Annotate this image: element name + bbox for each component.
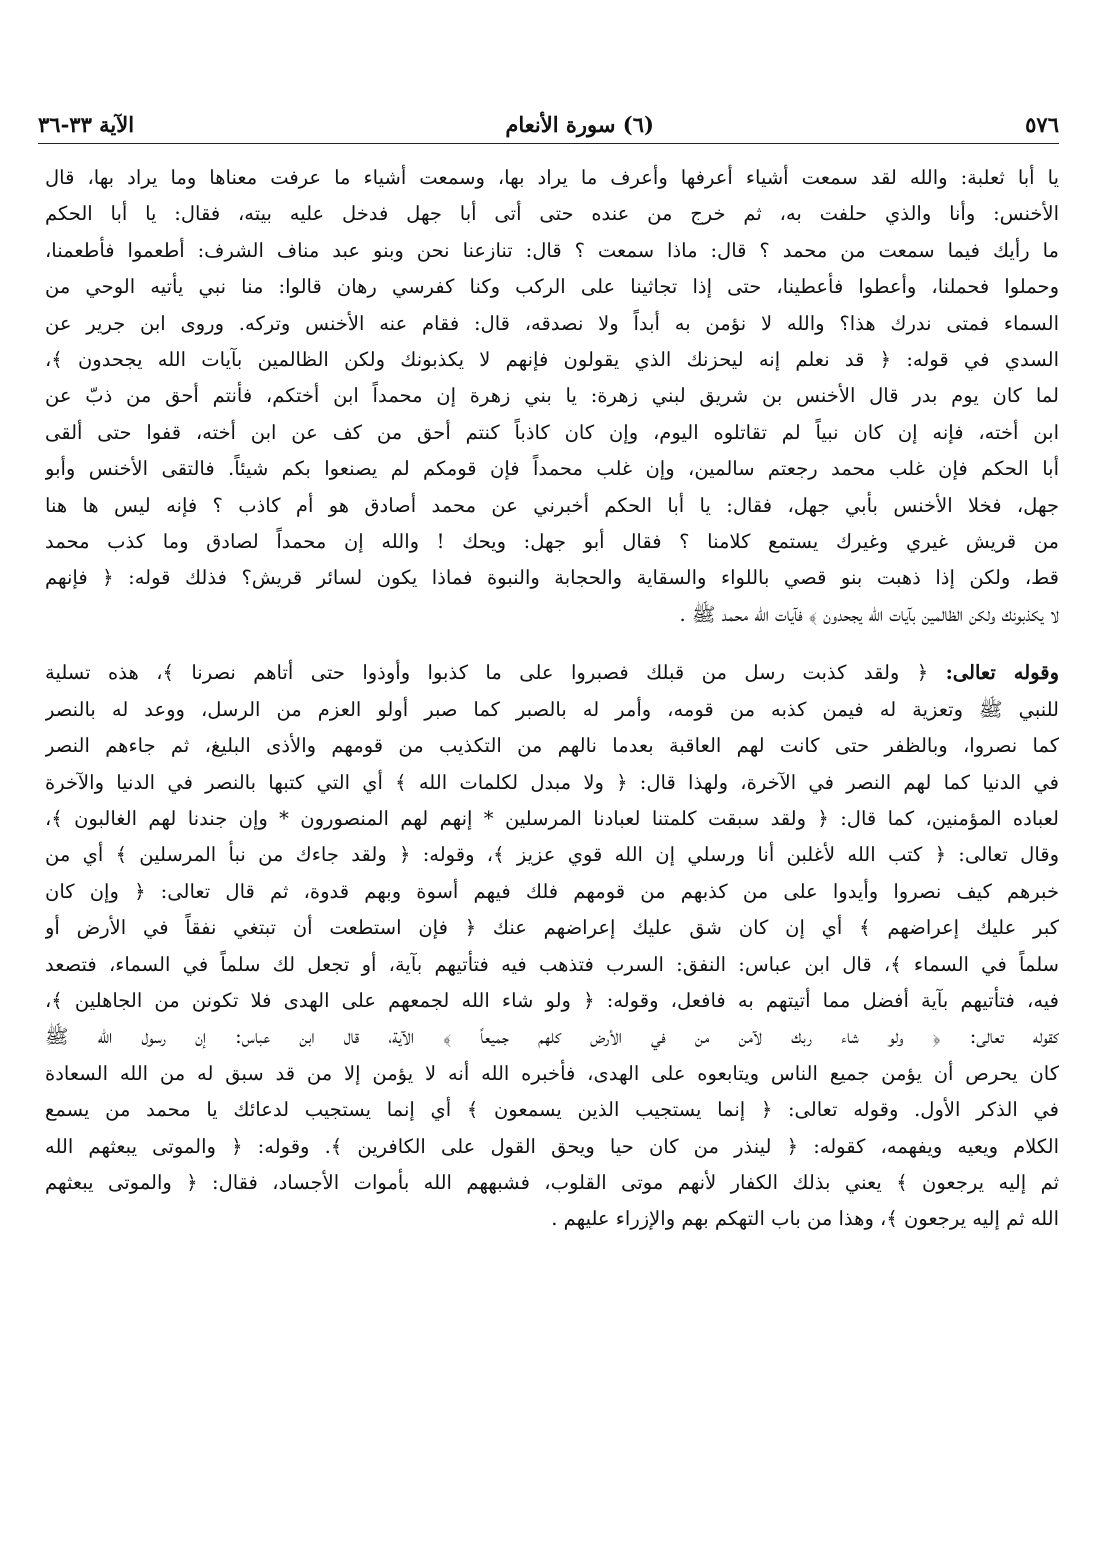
page-number: ٥٧٦ xyxy=(1025,112,1059,137)
text-line: في الدنيا كما لهم النصر في الآخرة، ولهذا قال: ﴿ ولا مبدل لكلمات الله ﴾ أي التي كتبها بالنصر في الدنيا والآخرة xyxy=(45,770,1059,794)
running-header xyxy=(38,112,1059,144)
paragraph-lead: وقوله تعالى: xyxy=(945,661,1059,685)
text-line: أبا الحكم فإن غلب محمد رجعتم سالمين، وإن غلب محمداً فإن قومكم لم يصنعوا بكم شيئاً. فالتقى الأخنس وأبو xyxy=(45,457,1059,481)
text-line: ابن أخته، فإنه إن كان نبياً لم تقاتلوه اليوم، وإن كان كاذباً كنتم أحق من كف عن ابن أخته، قفوا حتى ألقى xyxy=(45,420,1059,444)
body-text xyxy=(45,160,1059,1238)
text-line: وحملوا فحملنا، وأعطوا فأعطينا، حتى إذا تجاثينا على الركب وكنا كفرسي رهان قالوا: منا نبي يأتيه الوحي من xyxy=(45,275,1059,299)
text-line: ثم إليه يرجعون ﴾ يعني بذلك الكفار لأنهم موتى القلوب، فشبههم الله بأموات الأجساد، فقال: ﴿ والموتى يبعثهم xyxy=(45,1170,1059,1194)
paragraph-2 xyxy=(45,655,1059,1238)
text-line: في الذكر الأول. وقوله تعالى: ﴿ إنما يستجيب الذين يسمعون ﴾ أي إنما يستجيب لدعائك يا محمد من يسمع xyxy=(45,1098,1059,1122)
text-line: قط، ولكن إذا ذهبت بنو قصي باللواء والسقاية والحجابة والنبوة فماذا يكون لسائر قريش؟ فذلك قوله: ﴿ فإنهم xyxy=(45,566,1059,590)
text-line: كبر عليك إعراضهم ﴾ أي إن كان شق عليك إعراضهم عنك ﴿ فإن استطعت أن تبتغي نفقاً في الأرض أو xyxy=(45,916,1059,940)
text-line: وقال تعالى: ﴿ كتب الله لأغلبن أنا ورسلي إن الله قوي عزيز ﴾، وقوله: ﴿ ولقد جاءك من نبأ المرسلين ﴾ أي من xyxy=(45,843,1059,867)
text-line: الكلام ويعيه ويفهمه، كقوله: ﴿ لينذر من كان حيا ويحق القول على الكافرين ﴾. وقوله: ﴿ والموتى يبعثهم الله xyxy=(45,1134,1059,1158)
text-line: كان يحرص أن يؤمن جميع الناس ويتابعوه على الهدى، فأخبره الله أنه لا يؤمن إلا من قد سبق له من الله السعادة xyxy=(45,1061,1059,1085)
text-line: كقوله تعالى: ﴿ ولو شاء ربك لآمن من في الأرض كلهم جميعاً ﴾ الآية، قال ابن عباس: إن رسول الله ﷺ xyxy=(45,1025,1059,1049)
text-line: جهل، فخلا الأخنس بأبي جهل، فقال: يا أبا الحكم أخبرني عن محمد أصادق هو أم كاذب ؟ فإنه ليس ها هنا xyxy=(45,493,1059,517)
paragraph-1 xyxy=(45,160,1059,633)
paragraph-lead-rest: ﴿ ولقد كذبت رسل من قبلك فصبروا على ما كذبوا وأوذوا حتى أتاهم نصرنا ﴾، هذه تسلية xyxy=(45,661,929,685)
text-line: الله ثم إليه يرجعون ﴾، وهذا من باب التهكم بهم والإزراء عليهم . xyxy=(551,1207,1059,1231)
text-line: لعباده المؤمنين، كما قال: ﴿ ولقد سبقت كلمتنا لعبادنا المرسلين * إنهم لهم المنصورون * وإن جندنا لهم الغالبون ﴾، xyxy=(45,806,1059,830)
text-line: لا يكذبونك ولكن الظالمين بآيات الله يجحدون ﴾ فآيات الله محمد ﷺ . xyxy=(679,602,1059,626)
text-line: للنبي ﷺ وتعزية له فيمن كذبه من قومه، وأمر له بالصبر كما صبر أولو العزم من الرسل، ووعد له بالنصر xyxy=(45,697,1059,721)
surah-title: (٦) سورة الأنعام xyxy=(505,112,654,137)
text-line: الأخنس: وأنا والذي حلفت به، ثم خرج من عنده حتى أتى أبا جهل فدخل عليه بيته، فقال: يا أبا الحكم xyxy=(45,202,1059,226)
verse-range: الآية ٣٣-٣٦ xyxy=(38,112,135,137)
text-line: سلماً في السماء ﴾، قال ابن عباس: النفق: السرب فتذهب فيه فتأتيهم بآية، أو تجعل لك سلماً في السماء، فتصعد xyxy=(45,952,1059,976)
text-line: فيه، فتأتيهم بآية أفضل مما أتيتهم به فافعل، وقوله: ﴿ ولو شاء الله لجمعهم على الهدى فلا تكونن من الجاهلين ﴾، xyxy=(45,988,1059,1012)
text-line: يا أبا ثعلبة: والله لقد سمعت أشياء أعرفها وأعرف ما يراد بها، وسمعت أشياء ما عرفت معناها وما يراد بها، قال xyxy=(45,166,1059,189)
text-line: السماء فمتى ندرك هذا؟ والله لا نؤمن به أبداً ولا نصدقه، قال: فقام عنه الأخنس وتركه. وروى ابن جرير عن xyxy=(45,311,1059,335)
text-line: كما نصروا، وبالظفر حتى كانت لهم العاقبة بعدما نالهم من التكذيب من قومهم والأذى البليغ، ثم جاءهم النصر xyxy=(45,734,1059,758)
text-line: خبرهم كيف نصروا وأيدوا على من كذبهم من قومهم فلك فيهم أسوة وبهم قدوة، ثم قال تعالى: ﴿ وإن كان xyxy=(45,879,1059,903)
text-line: السدي في قوله: ﴿ قد نعلم إنه ليحزنك الذي يقولون فإنهم لا يكذبونك ولكن الظالمين بآيات الله يجحدون ﴾، xyxy=(45,348,1059,372)
text-line-first xyxy=(45,655,1059,691)
text-line: ما رأيك فيما سمعت من محمد ؟ قال: ماذا سمعت ؟ قال: تنازعنا نحن وبنو عبد مناف الشرف: أطعموا فأطعمنا، xyxy=(45,238,1059,262)
text-line: لما كان يوم بدر قال الأخنس بن شريق لبني زهرة: يا بني زهرة إن محمداً ابن أختكم، فأنتم أحق من ذبّ عن xyxy=(45,384,1059,408)
text-line: من قريش غيري وغيرك يستمع كلامنا ؟ فقال أبو جهل: ويحك ! والله إن محمداً لصادق وما كذب محمد xyxy=(45,530,1059,554)
